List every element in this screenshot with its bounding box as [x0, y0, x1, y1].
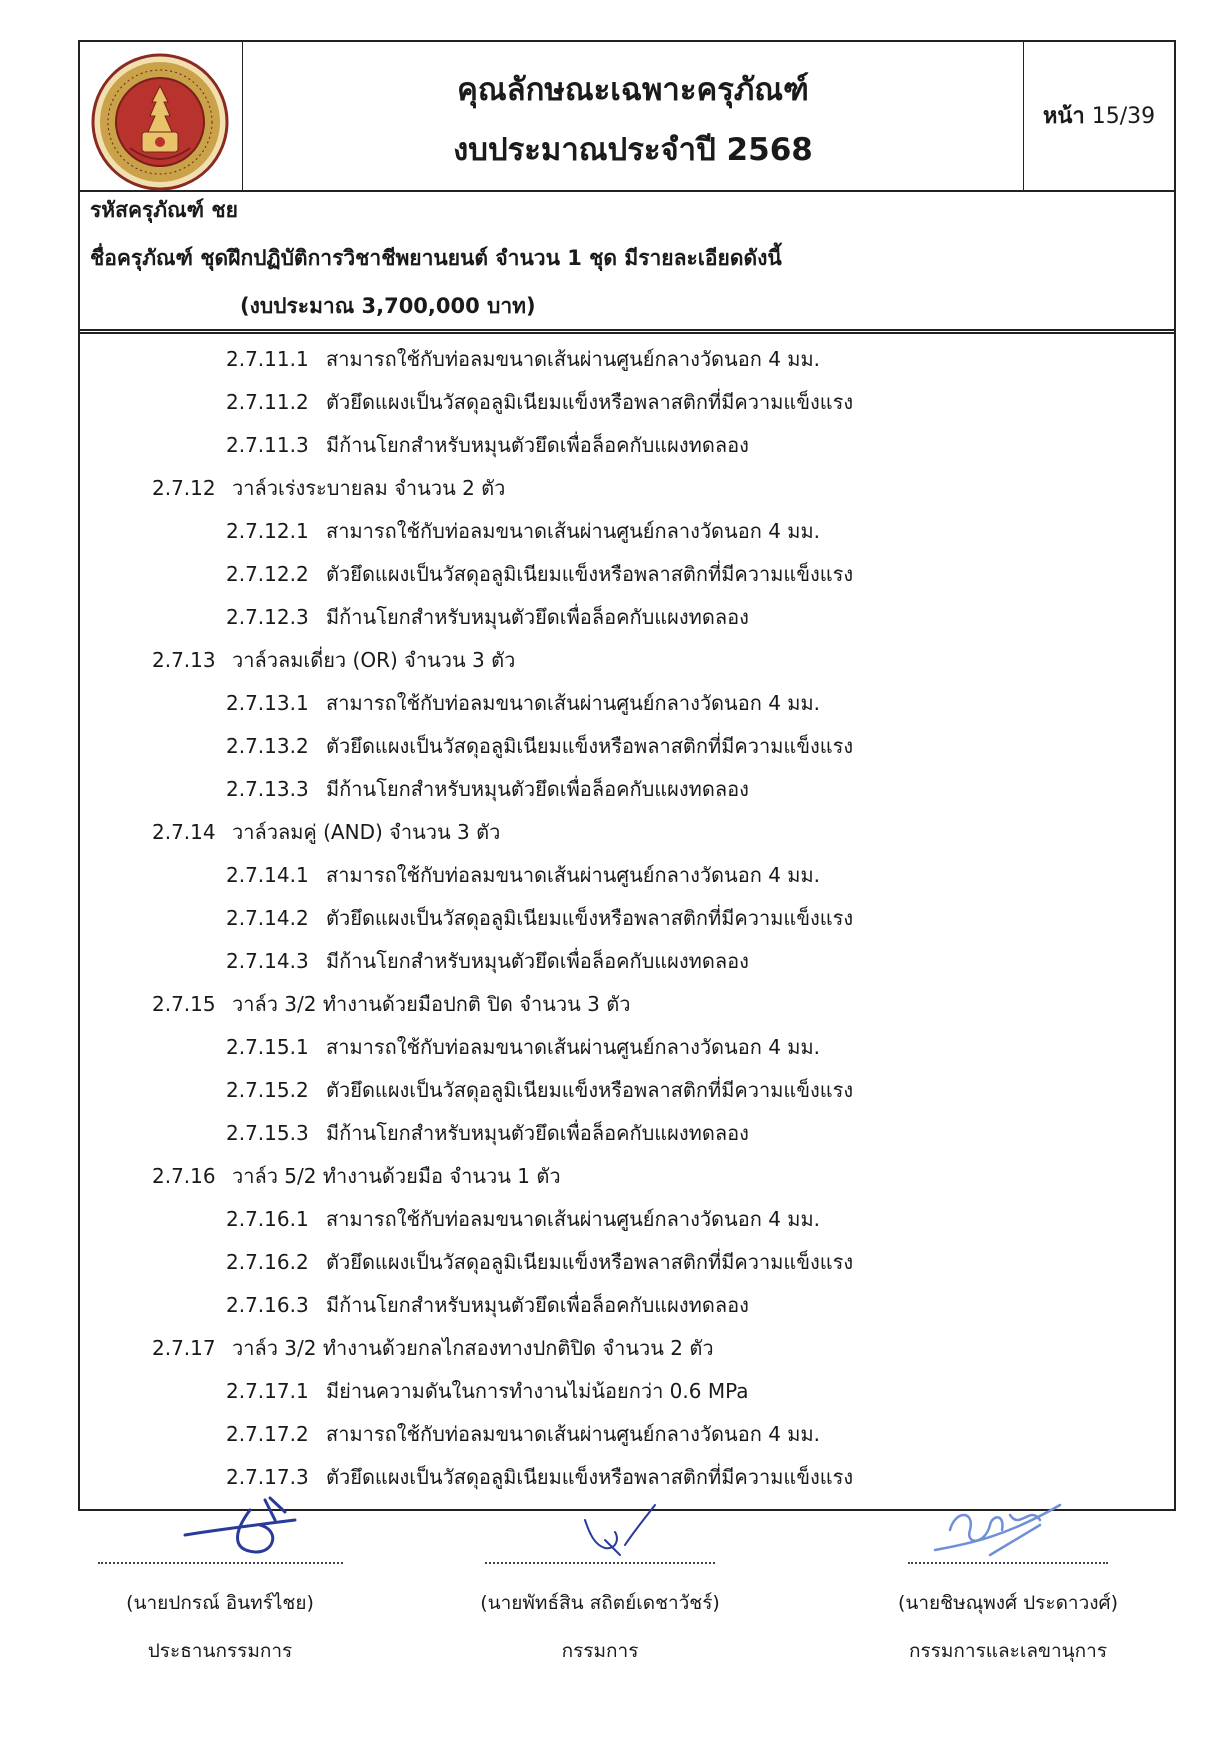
item-text: วาล์ว 3/2 ทำงานด้วยกลไกสองทางปกติปิด จำนวน 2 ตัว: [232, 1336, 714, 1360]
item-number: 2.7.14.2: [226, 906, 309, 930]
signature-mark-member: [575, 1500, 665, 1565]
list-item: [152, 472, 505, 504]
list-item: [226, 1117, 749, 1149]
list-item: [226, 1074, 853, 1106]
list-item: [152, 1160, 561, 1192]
specification-body: [78, 329, 1176, 1511]
signature-mark-chairman: [175, 1490, 315, 1560]
signature-block-member: [470, 1562, 730, 1666]
list-item: [226, 859, 820, 891]
item-number: 2.7.13.3: [226, 777, 309, 801]
item-number: 2.7.11.3: [226, 433, 309, 457]
item-text: วาล์ว 3/2 ทำงานด้วยมือปกติ ปิด จำนวน 3 ตัว: [232, 992, 631, 1016]
item-number: 2.7.13.1: [226, 691, 309, 715]
list-item: [226, 1461, 853, 1493]
item-number: 2.7.11.2: [226, 390, 309, 414]
title-line-1: คุณลักษณะเฉพาะครุภัณฑ์: [457, 72, 809, 108]
item-text: มีก้านโยกสำหรับหมุนตัวยึดเพื่อล็อคกับแผงทดลอง: [326, 777, 749, 801]
item-text: ตัวยึดแผงเป็นวัสดุอลูมิเนียมแข็งหรือพลาสติกที่มีความแข็งแรง: [326, 1078, 854, 1102]
item-number: 2.7.16.1: [226, 1207, 309, 1231]
item-number: 2.7.14.1: [226, 863, 309, 887]
signature-line: [485, 1562, 715, 1564]
item-number: 2.7.17.1: [226, 1379, 309, 1403]
item-text: สามารถใช้กับท่อลมขนาดเส้นผ่านศูนย์กลางวัดนอก 4 มม.: [326, 347, 821, 371]
item-text: ตัวยึดแผงเป็นวัสดุอลูมิเนียมแข็งหรือพลาสติกที่มีความแข็งแรง: [326, 562, 854, 586]
list-item: [152, 1332, 714, 1364]
signature-block-chairman: [90, 1562, 350, 1666]
item-text: สามารถใช้กับท่อลมขนาดเส้นผ่านศูนย์กลางวัดนอก 4 มม.: [326, 519, 821, 543]
title-line-2: งบประมาณประจำปี 2568: [453, 132, 813, 168]
item-number: 2.7.15: [152, 992, 216, 1016]
list-item: [226, 1418, 820, 1450]
signature-mark-secretary: [930, 1495, 1080, 1565]
budget-line: (งบประมาณ 3,700,000 บาท): [240, 294, 536, 318]
signatory-role: ประธานกรรมการ: [147, 1640, 293, 1662]
item-text: มีก้านโยกสำหรับหมุนตัวยึดเพื่อล็อคกับแผงทดลอง: [326, 1121, 749, 1145]
item-text: สามารถใช้กับท่อลมขนาดเส้นผ่านศูนย์กลางวัดนอก 4 มม.: [326, 1207, 821, 1231]
item-number: 2.7.14.3: [226, 949, 309, 973]
page-number-cell: [1023, 42, 1174, 190]
list-item: [226, 773, 749, 805]
item-number: 2.7.15.3: [226, 1121, 309, 1145]
item-text: สามารถใช้กับท่อลมขนาดเส้นผ่านศูนย์กลางวัดนอก 4 มม.: [326, 1422, 821, 1446]
signatory-role: กรรมการ: [561, 1640, 639, 1662]
equipment-info: [78, 190, 1176, 334]
item-text: สามารถใช้กับท่อลมขนาดเส้นผ่านศูนย์กลางวัดนอก 4 มม.: [326, 691, 821, 715]
item-text: วาล์วเร่งระบายลม จำนวน 2 ตัว: [232, 476, 506, 500]
signatory-name: (นายปกรณ์ อินทร์ไชย): [126, 1592, 314, 1614]
list-item: [226, 386, 853, 418]
list-item: [226, 1031, 820, 1063]
item-text: วาล์วลมคู่ (AND) จำนวน 3 ตัว: [232, 820, 501, 844]
item-number: 2.7.15.2: [226, 1078, 309, 1102]
item-number: 2.7.16.2: [226, 1250, 309, 1274]
list-item: [226, 1246, 853, 1278]
item-text: วาล์วลมเดี่ยว (OR) จำนวน 3 ตัว: [232, 648, 516, 672]
document-header: [78, 40, 1176, 192]
list-item: [152, 988, 630, 1020]
list-item: [152, 644, 515, 676]
page-label: หน้า: [1042, 104, 1085, 129]
item-number: 2.7.12.3: [226, 605, 309, 629]
item-number: 2.7.11.1: [226, 347, 309, 371]
item-number: 2.7.16: [152, 1164, 216, 1188]
list-item: [226, 1375, 749, 1407]
item-text: ตัวยึดแผงเป็นวัสดุอลูมิเนียมแข็งหรือพลาสติกที่มีความแข็งแรง: [326, 906, 854, 930]
item-text: มีก้านโยกสำหรับหมุนตัวยึดเพื่อล็อคกับแผงทดลอง: [326, 1293, 749, 1317]
item-number: 2.7.16.3: [226, 1293, 309, 1317]
item-text: ตัวยึดแผงเป็นวัสดุอลูมิเนียมแข็งหรือพลาสติกที่มีความแข็งแรง: [326, 734, 854, 758]
list-item: [226, 730, 853, 762]
item-number: 2.7.12.1: [226, 519, 309, 543]
item-number: 2.7.12.2: [226, 562, 309, 586]
signatory-name: (นายพัทธ์สิน สถิตย์เดชาวัชร์): [480, 1592, 720, 1614]
list-item: [226, 515, 820, 547]
item-text: มีย่านความดันในการทำงานไม่น้อยกว่า 0.6 MPa: [326, 1379, 749, 1403]
list-item: [152, 816, 500, 848]
list-item: [226, 1289, 749, 1321]
list-item: [226, 1203, 820, 1235]
item-text: ตัวยึดแผงเป็นวัสดุอลูมิเนียมแข็งหรือพลาสติกที่มีความแข็งแรง: [326, 1465, 854, 1489]
signatory-role: กรรมการและเลขานุการ: [908, 1640, 1108, 1662]
item-text: มีก้านโยกสำหรับหมุนตัวยึดเพื่อล็อคกับแผงทดลอง: [326, 949, 749, 973]
list-item: [226, 343, 820, 375]
item-number: 2.7.13.2: [226, 734, 309, 758]
page-indicator: [1024, 98, 1174, 133]
signature-line: [98, 1562, 343, 1564]
list-item: [226, 945, 749, 977]
item-number: 2.7.13: [152, 648, 216, 672]
item-number: 2.7.17: [152, 1336, 216, 1360]
logo-cell: [80, 42, 243, 190]
item-text: ตัวยึดแผงเป็นวัสดุอลูมิเนียมแข็งหรือพลาสติกที่มีความแข็งแรง: [326, 390, 854, 414]
list-item: [226, 902, 853, 934]
item-text: มีก้านโยกสำหรับหมุนตัวยึดเพื่อล็อคกับแผงทดลอง: [326, 433, 749, 457]
list-item: [226, 687, 820, 719]
list-item: [226, 429, 749, 461]
signature-block-secretary: [868, 1562, 1148, 1666]
item-text: มีก้านโยกสำหรับหมุนตัวยึดเพื่อล็อคกับแผงทดลอง: [326, 605, 749, 629]
item-text: วาล์ว 5/2 ทำงานด้วยมือ จำนวน 1 ตัว: [232, 1164, 561, 1188]
document-title: [242, 60, 1024, 180]
item-text: สามารถใช้กับท่อลมขนาดเส้นผ่านศูนย์กลางวัดนอก 4 มม.: [326, 863, 821, 887]
commission-seal-logo: [90, 52, 230, 192]
item-text: ตัวยึดแผงเป็นวัสดุอลูมิเนียมแข็งหรือพลาสติกที่มีความแข็งแรง: [326, 1250, 854, 1274]
item-number: 2.7.14: [152, 820, 216, 844]
item-text: สามารถใช้กับท่อลมขนาดเส้นผ่านศูนย์กลางวัดนอก 4 มม.: [326, 1035, 821, 1059]
item-number: 2.7.17.2: [226, 1422, 309, 1446]
list-item: [226, 558, 853, 590]
list-item: [226, 601, 749, 633]
page-number: 15/39: [1091, 104, 1156, 129]
signature-line: [908, 1562, 1108, 1564]
equipment-code: รหัสครุภัณฑ์ ชย: [90, 198, 238, 222]
item-number: 2.7.15.1: [226, 1035, 309, 1059]
item-number: 2.7.17.3: [226, 1465, 309, 1489]
signatory-name: (นายชิษณุพงศ์ ประดาวงศ์): [897, 1592, 1119, 1614]
equipment-name: ชื่อครุภัณฑ์ ชุดฝึกปฏิบัติการวิชาชีพยานยนต์ จำนวน 1 ชุด มีรายละเอียดดังนี้: [90, 246, 782, 270]
item-number: 2.7.12: [152, 476, 216, 500]
